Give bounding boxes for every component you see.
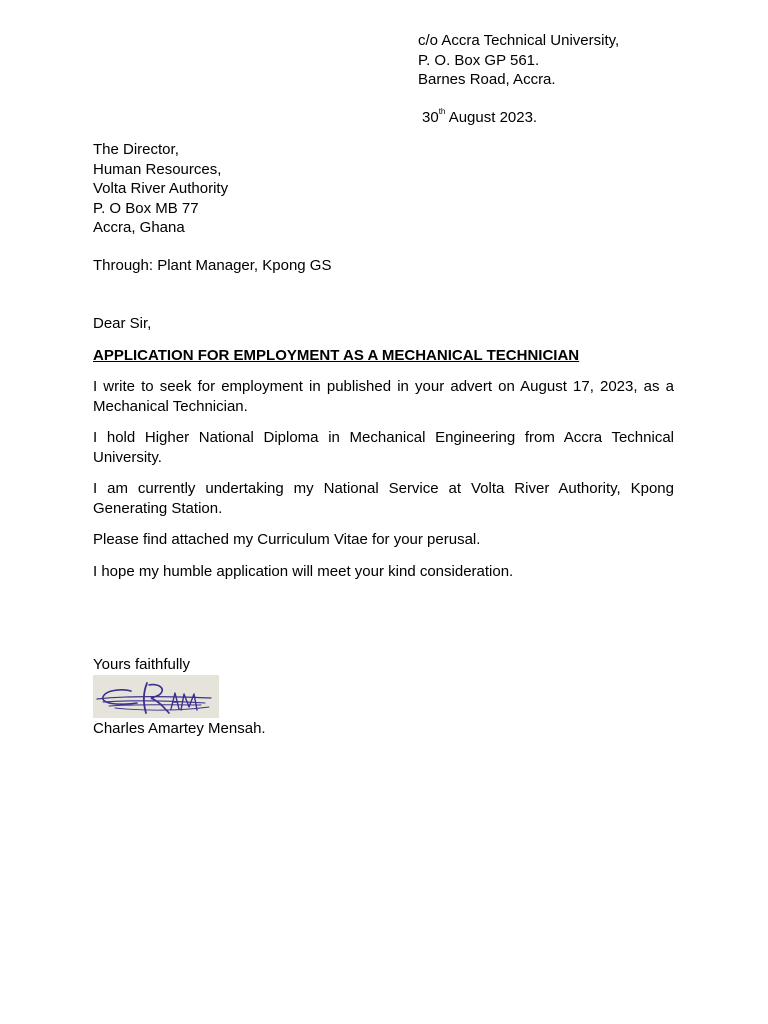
- date-day: 30: [422, 109, 439, 126]
- body-paragraph: I write to seek for employment in published in your advert on August 17, 2023, as a Mechanical Technician.: [93, 378, 674, 415]
- recipient-address: [93, 140, 228, 238]
- recipient-address-line: Human Resources,: [93, 160, 222, 178]
- sender-address-line: c/o Accra Technical University,: [418, 32, 620, 49]
- signature-scribble: [93, 675, 219, 718]
- salutation: Dear Sir,: [93, 315, 152, 332]
- body-paragraph: I hold Higher National Diploma in Mechanical Engineering from Accra Technical University.: [93, 429, 674, 466]
- closing-phrase: Yours faithfully: [93, 656, 191, 673]
- body-paragraph: I am currently undertaking my National Service at Volta River Authority, Kpong Generating Station.: [93, 480, 674, 517]
- recipient-address-line: P. O Box MB 77: [93, 199, 199, 217]
- subject-heading: APPLICATION FOR EMPLOYMENT AS A MECHANICAL TECHNICIAN: [93, 346, 580, 364]
- sender-address-line: Barnes Road, Accra.: [418, 71, 556, 88]
- letter-body: [93, 314, 674, 593]
- signature-image: [93, 675, 219, 718]
- through-line: Through: Plant Manager, Kpong GS: [93, 257, 332, 274]
- recipient-address-line: Volta River Authority: [93, 180, 229, 197]
- date-day-suffix: th: [438, 107, 446, 116]
- signatory-name: Charles Amartey Mensah.: [93, 720, 266, 737]
- body-paragraph: I hope my humble application will meet your kind consideration.: [93, 562, 514, 580]
- sender-address: [418, 31, 619, 90]
- body-paragraph: Please find attached my Curriculum Vitae for your perusal.: [93, 531, 481, 548]
- sender-address-line: P. O. Box GP 561.: [418, 51, 540, 69]
- recipient-address-line: The Director,: [93, 141, 179, 158]
- letter-date: [422, 108, 537, 128]
- date-month-year: August 2023.: [445, 109, 538, 126]
- recipient-address-line: Accra, Ghana: [93, 219, 185, 236]
